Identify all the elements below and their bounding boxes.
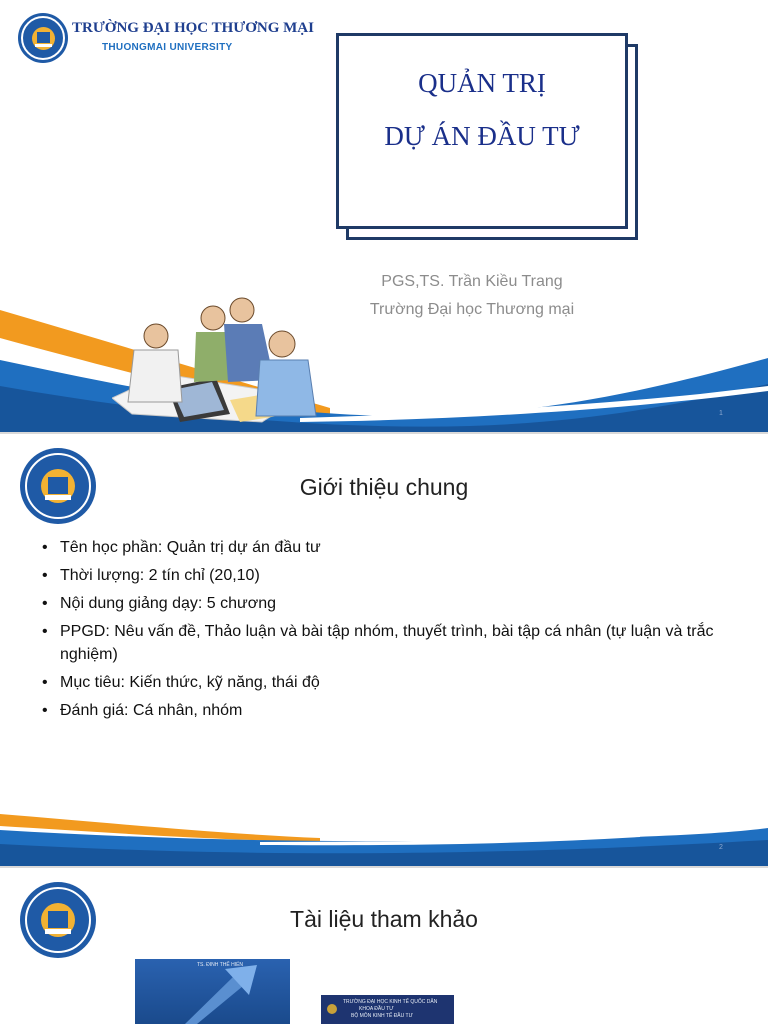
slide-1[interactable] [0,0,768,432]
university-name: TRƯỜNG ĐẠI HỌC THƯƠNG MẠI [72,20,314,36]
book-caption: TS. ĐINH THẾ HIỂN [197,962,244,968]
reference-book-cover-2 [321,995,454,1024]
slide-2[interactable] [0,434,768,866]
list-item: • PPGD: Nêu vấn đề, Thảo luận và bài tập nhóm, thuyết trình, bài tập cá nhân (tự luận và trắc nghiệm) [40,620,730,666]
reference-book-cover-1 [135,959,290,1024]
slide-heading: Tài liệu tham khảo [290,906,478,932]
list-item: • Mục tiêu: Kiến thức, kỹ năng, thái độ [40,671,730,694]
page-number: 1 [719,410,723,417]
author-name: PGS,TS. Trần Kiều Trang [381,273,563,290]
slide-3[interactable] [0,868,768,1024]
business-team-illustration-icon [112,290,324,426]
school-logo-icon [327,1004,337,1014]
title-line-1: QUẢN TRỊ [418,68,546,98]
book-title-line: KHOA ĐẦU TƯ [359,1006,394,1012]
author-affiliation: Trường Đại học Thương mại [369,301,575,318]
list-item: • Thời lượng: 2 tín chỉ (20,10) [40,564,730,587]
book-title-line: TRƯỜNG ĐẠI HỌC KINH TẾ QUỐC DÂN [343,999,438,1005]
wave-decoration [0,814,768,866]
slide-heading: Giới thiệu chung [299,474,469,500]
bullet-list [40,536,730,727]
arrow-up-icon [135,959,290,1024]
university-seal-icon [18,13,68,63]
university-name-english: THUONGMAI UNIVERSITY [102,42,233,53]
list-item: • Tên học phần: Quản trị dự án đầu tư [40,536,730,559]
book-title-line: BỘ MÔN KINH TẾ ĐẦU TƯ [351,1013,413,1019]
page-number: 2 [719,844,723,851]
list-item: • Nội dung giảng dạy: 5 chương [40,592,730,615]
list-item: • Đánh giá: Cá nhân, nhóm [40,699,730,722]
title-line-2: DỰ ÁN ĐẦU TƯ [384,121,580,151]
title-frame [336,33,628,229]
